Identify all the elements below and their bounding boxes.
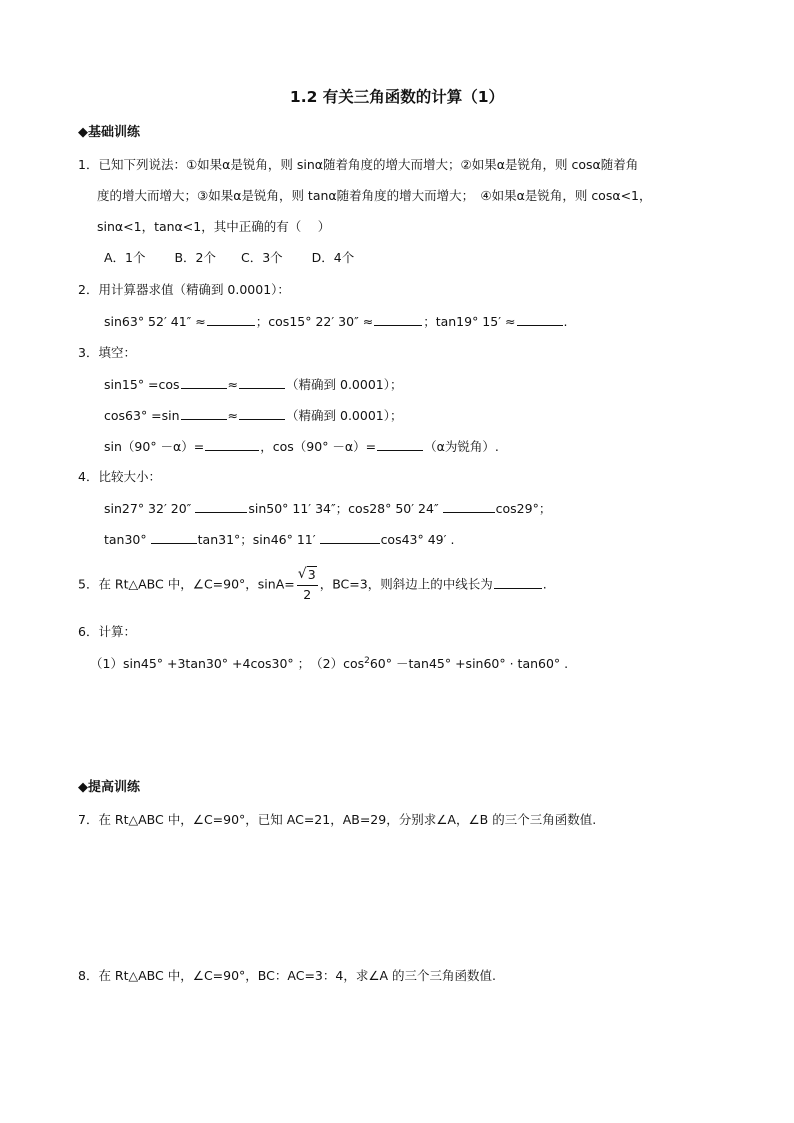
q5-fraction	[297, 566, 318, 604]
q5-fraction-denominator: 2	[303, 587, 312, 602]
q4-l1-text1: sin27° 32′ 20″	[104, 501, 192, 516]
q3-l3-blank2[interactable]	[377, 437, 423, 451]
q5-radicand: 3	[307, 567, 316, 582]
q7-text: 7．在 Rt△ABC 中，∠C=90°，已知 AC=21，AB=29，分别求∠A，∠B 的三个三角函数值.	[78, 812, 597, 827]
q3-l2-approx: ≈	[227, 408, 239, 423]
q4-stem: 4．比较大小：	[78, 469, 161, 484]
q4-l2-text1: tan30°	[104, 532, 147, 547]
q3-l3-text1: sin（90° －α）=	[104, 439, 205, 454]
q1-line3: sinα<1，tanα<1，其中正确的有（ ）	[97, 219, 331, 234]
q6-exponent: 2	[364, 655, 370, 666]
q2-part1: sin63° 52′ 41″ ≈	[104, 314, 206, 329]
q3-l1-blank2[interactable]	[239, 375, 285, 389]
q3-l1-blank1[interactable]	[181, 375, 227, 389]
q1-line1: 1．已知下列说法：①如果α是锐角，则 sinα随着角度的增大而增大；②如果α是锐角，则 cosα随着角	[78, 157, 639, 172]
q5-end: .	[542, 576, 547, 592]
q4-l1-text3: cos29°；	[495, 501, 552, 516]
q3-l2-text1: cos63° =sin	[104, 408, 180, 423]
q4-line2	[104, 530, 454, 549]
q3-line1	[104, 375, 403, 394]
q2-end: .	[563, 314, 568, 329]
q3-l2-note: （精确到 0.0001）；	[286, 408, 403, 423]
q2-blank2[interactable]	[374, 312, 422, 326]
q3-l1-note: （精确到 0.0001）；	[286, 377, 403, 392]
q2-part3: ；tan19° 15′ ≈	[423, 314, 516, 329]
q3-l2-blank1[interactable]	[181, 406, 227, 420]
q4-l2-blank2[interactable]	[320, 530, 380, 544]
q3-l3-note: （α为锐角）.	[424, 439, 499, 454]
q8-text: 8．在 Rt△ABC 中，∠C=90°，BC：AC=3：4，求∠A 的三个三角函数值.	[78, 968, 497, 983]
q4-l2-blank1[interactable]	[151, 530, 197, 544]
q4-l1-blank1[interactable]	[195, 499, 247, 513]
q5-fraction-numerator	[297, 566, 318, 586]
q5-text1: 5．在 Rt△ABC 中，∠C=90°，sinA=	[78, 576, 295, 592]
page-title: 1.2 有关三角函数的计算（1）	[289, 88, 505, 106]
q4-l1-text2: sin50° 11′ 34″；cos28° 50′ 24″	[248, 501, 439, 516]
q1-line2: 度的增大而增大；③如果α是锐角，则 tanα随着角度的增大而增大； ④如果α是锐角，则 cosα<1，	[97, 188, 652, 203]
q4-line1	[104, 499, 551, 518]
q5-blank[interactable]	[494, 575, 542, 589]
q5-text2: ，BC=3，则斜边上的中线长为	[319, 576, 493, 592]
q4-l2-text3: cos43° 49′ .	[380, 532, 455, 547]
q4-l1-blank2[interactable]	[443, 499, 495, 513]
section-advanced-heading: ◆提高训练	[78, 780, 140, 795]
q2-blank3[interactable]	[517, 312, 563, 326]
sqrt-symbol: √ 3	[297, 566, 316, 582]
q2-part2: ；cos15° 22′ 30″ ≈	[255, 314, 374, 329]
section-basic-heading: ◆基础训练	[78, 125, 140, 140]
q6-line	[90, 655, 568, 673]
q2-stem: 2．用计算器求值（精确到 0.0001）：	[78, 282, 290, 297]
q6-part2: 60° －tan45° +sin60° · tan60° .	[369, 656, 569, 671]
q3-l1-approx: ≈	[227, 377, 239, 392]
q3-line3	[104, 437, 499, 456]
q5-line	[78, 566, 547, 604]
q3-line2	[104, 406, 403, 425]
q3-l3-blank1[interactable]	[205, 437, 259, 451]
q3-l3-text2: ，cos（90° －α）=	[260, 439, 377, 454]
q6-part1: （1）sin45° +3tan30° +4cos30° ； （2）cos	[90, 656, 365, 671]
q3-l1-text1: sin15° =cos	[104, 377, 180, 392]
q3-l2-blank2[interactable]	[239, 406, 285, 420]
q2-line	[104, 312, 567, 331]
q1-options: A．1个 B．2个 C．3个 D．4个	[104, 250, 355, 265]
q2-blank1[interactable]	[207, 312, 255, 326]
q6-stem: 6．计算：	[78, 624, 136, 639]
q4-l2-text2: tan31°；sin46° 11′	[197, 532, 316, 547]
q3-stem: 3．填空：	[78, 345, 136, 360]
